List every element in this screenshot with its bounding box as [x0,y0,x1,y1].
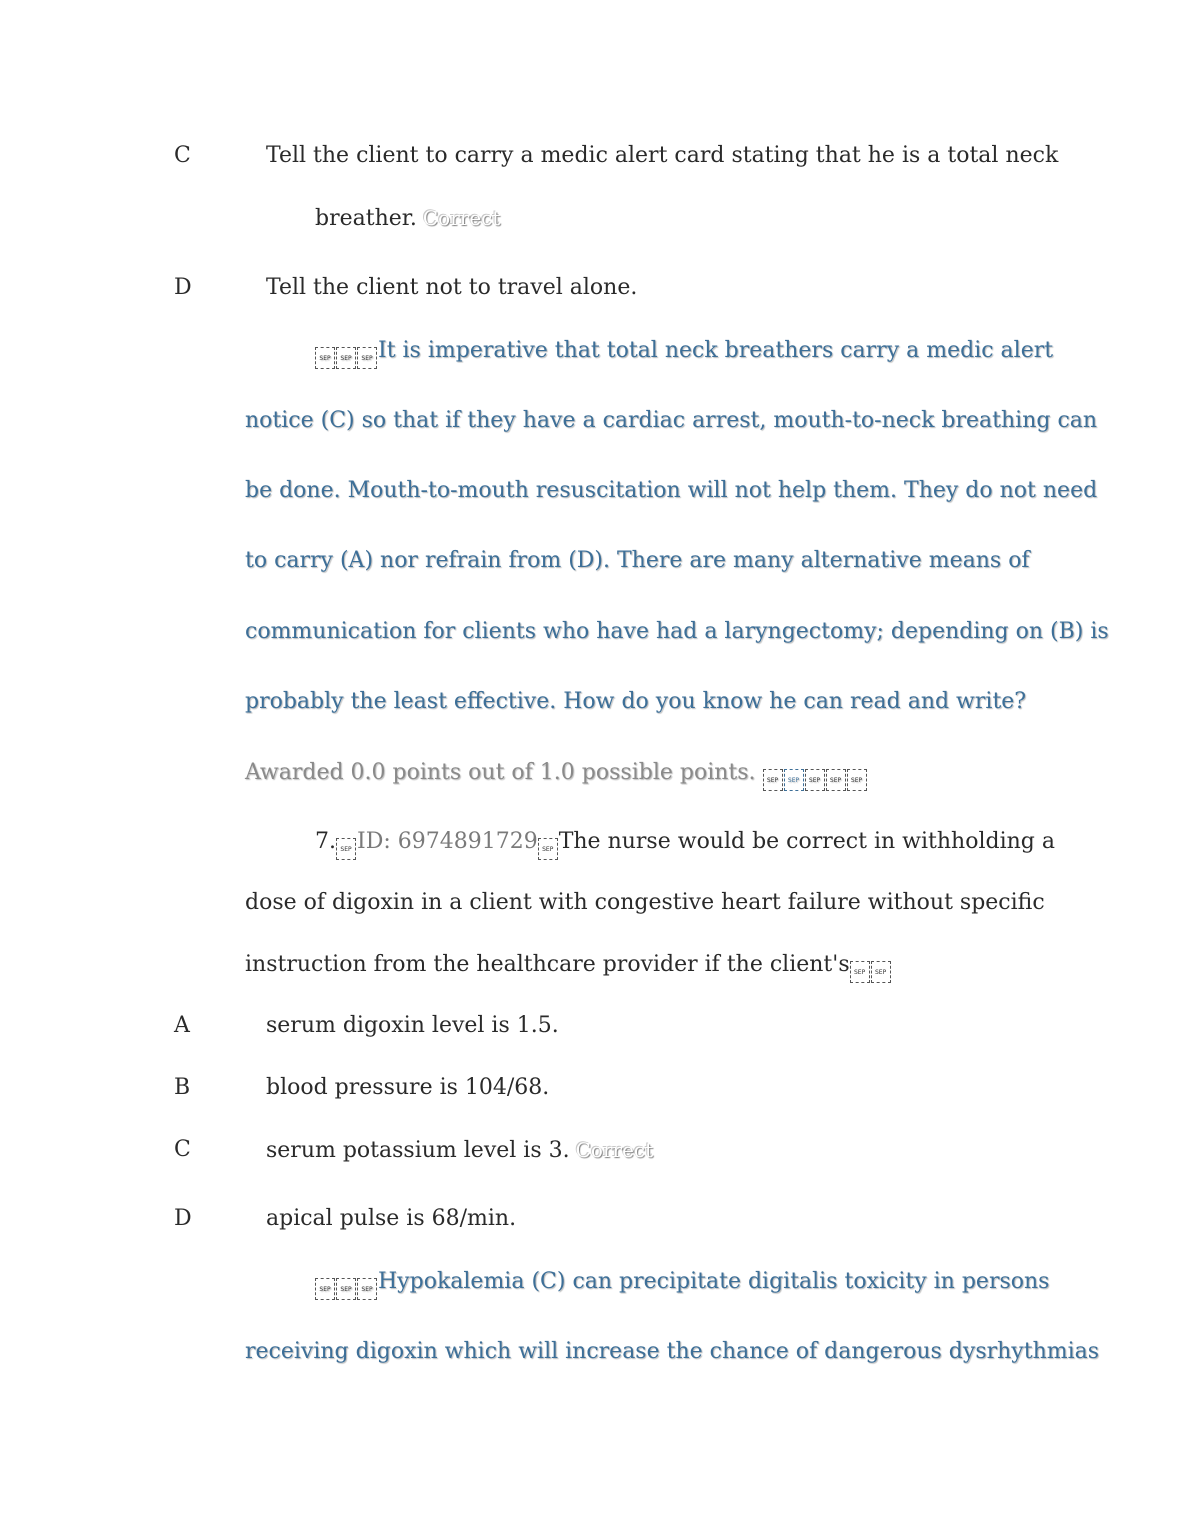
option-c-continuation [315,203,500,234]
sep-glyph-icon: SEP [315,347,335,369]
rationale-line [315,336,1053,369]
option-letter-a: A [174,1013,190,1038]
rationale-line: receiving digoxin which will increase the chance of dangerous dysrhythmias [245,1339,1100,1364]
rationale-line [315,1267,1049,1300]
rationale-text: It is imperative that total neck breathers carry a medic alert [378,338,1054,363]
sep-glyph-icon: SEP [826,769,846,791]
sep-glyph-icon: SEP [315,1278,335,1300]
option-d-text: Tell the client not to travel alone. [266,275,638,300]
option-letter-c: C [174,1137,191,1162]
question-stem-line [245,950,892,983]
correct-label: Correct [575,1138,654,1162]
rationale-line: to carry (A) nor refrain from (D). There are many alternative means of [245,548,1030,573]
option-c-line [266,1135,653,1166]
question-stem-line: dose of digoxin in a client with congestive heart failure without specific [245,890,1045,915]
awarded-text: Awarded 0.0 points out of 1.0 possible points. [245,760,756,785]
option-c-text: Tell the client to carry a medic alert card stating that he is a total neck [266,143,1059,168]
option-letter-d: D [174,275,192,300]
question-number: 7. [315,829,336,854]
option-c-text-line2: breather. [315,206,417,231]
option-letter-b: B [174,1075,191,1100]
option-letter-d: D [174,1206,192,1231]
sep-glyph-icon: SEP [538,838,558,860]
option-a-text: serum digoxin level is 1.5. [266,1013,559,1038]
rationale-text: Hypokalemia (C) can precipitate digitalis toxicity in persons [378,1269,1050,1294]
sep-glyph-icon: SEP [357,347,377,369]
sep-glyph-icon: SEP [336,347,356,369]
sep-glyph-icon: SEP [847,769,867,791]
option-b-text: blood pressure is 104/68. [266,1075,550,1100]
option-c-text: serum potassium level is 3. [266,1138,570,1163]
awarded-points [245,758,868,791]
option-d-text: apical pulse is 68/min. [266,1206,517,1231]
question-id: ID: 6974891729 [357,829,538,854]
sep-glyph-icon: SEP [805,769,825,791]
sep-glyph-icon: SEP [871,961,891,983]
correct-label: Correct [422,206,501,230]
sep-glyph-icon: SEP [763,769,783,791]
sep-glyph-icon: SEP [336,838,356,860]
sep-glyph-icon: SEP [357,1278,377,1300]
sep-glyph-icon: SEP [336,1278,356,1300]
question-stem-text: instruction from the healthcare provider if the client's [245,952,850,977]
rationale-line: notice (C) so that if they have a cardiac arrest, mouth-to-neck breathing can [245,408,1098,433]
question-stem-text: The nurse would be correct in withholding a [558,829,1055,854]
sep-glyph-icon: SEP [850,961,870,983]
sep-glyph-icon: SEP [784,769,804,791]
rationale-line: communication for clients who have had a laryngectomy; depending on (B) is [245,619,1109,644]
rationale-line: probably the least effective. How do you know he can read and write? [245,689,1027,714]
question-7-stem [315,827,1055,860]
rationale-line: be done. Mouth-to-mouth resuscitation will not help them. They do not need [245,478,1098,503]
option-letter-c: C [174,143,191,168]
